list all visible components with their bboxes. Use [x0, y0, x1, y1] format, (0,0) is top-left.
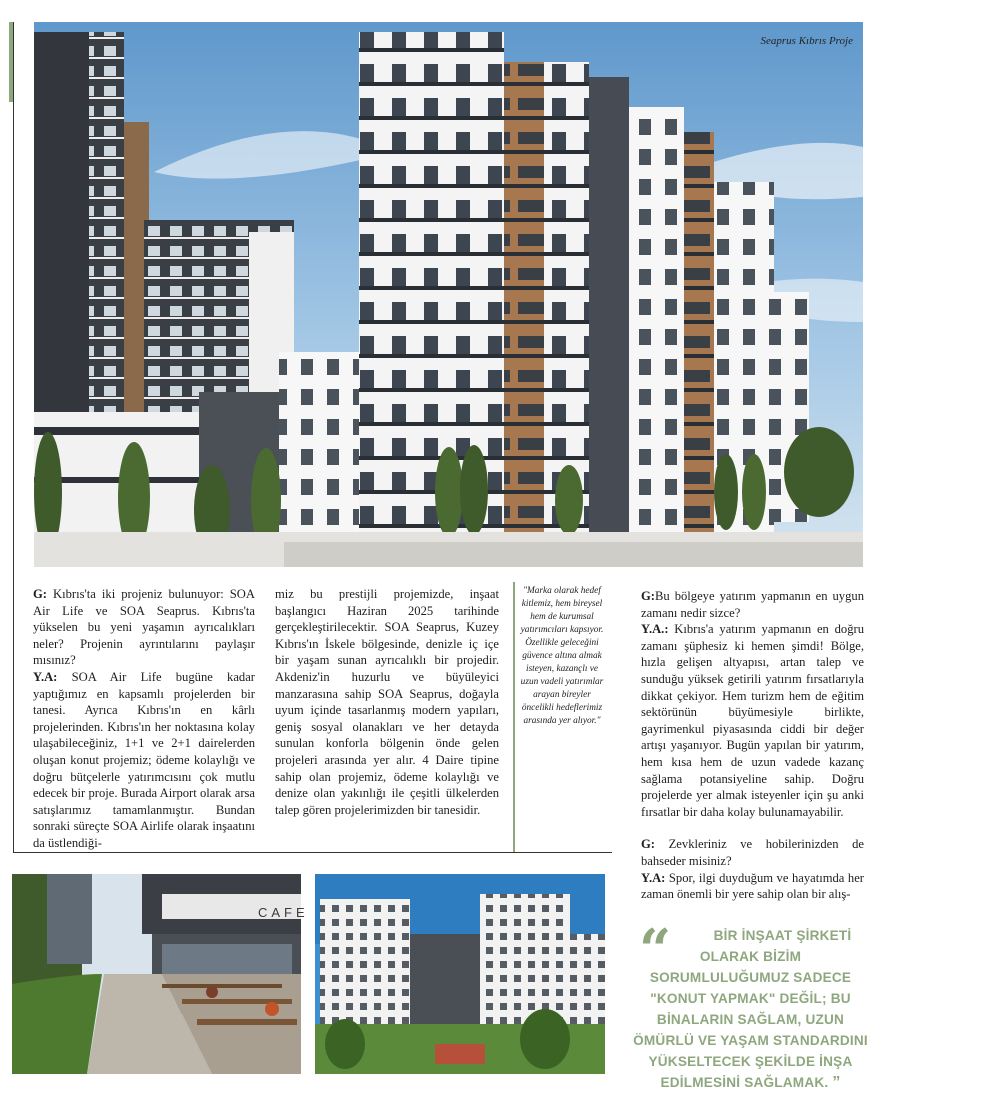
towers-photo — [315, 874, 605, 1074]
answer-label: Y.A.: — [641, 622, 669, 637]
article-column-3 — [641, 588, 864, 903]
hero-building-photo — [34, 22, 863, 567]
answer-paragraph — [641, 870, 864, 903]
pull-quote-body: BİR İNŞAAT ŞİRKETİ OLARAK BİZİM SORUMLULUĞUMUZ SADECE "KONUT YAPMAK" DEĞİL; BU BİNALARIN SAĞLAM, UZUN ÖMÜRLÜ VE YAŞAM STANDARDINI YÜKSELTECEK ŞEKİLDE İNŞA EDİLMESİNİ SAĞLAMAK. — [633, 928, 868, 1090]
answer-text: Kıbrıs'a yatırım yapmanın en doğru zamanı şüphesiz ki hemen şimdi! Bölge, hızla gelişen altyapısı, artan talep ve sunduğu yüksek getirili yatırım fırsatlarıyla dikkat çekiyor. Hem turizm hem de eğitim sektörünün büyümesiyle birlikte, gayrimenkul piyasasında ciddi bir değer artışı yaşanıyor. Bugün yapılan bir yatırım, hem kısa hem de uzun vadede kazanç sağlama potansiyeline sahip. Doğru projelerde yer almak isteyenler için şu anki fırsatlar bir daha kolay bulunamayabilir. — [641, 622, 864, 819]
article-column-1 — [33, 586, 255, 852]
question-paragraph — [641, 836, 864, 869]
hero-illustration — [34, 22, 863, 567]
question-text: Bu bölgeye yatırım yapmanın en uygun zamanı nedir sizce? — [641, 589, 864, 620]
open-quote-mark: “ — [639, 917, 672, 983]
towers-illustration — [315, 874, 605, 1074]
cafe-sign: CAFE — [258, 905, 309, 920]
answer-text: SOA Air Life bugüne kadar yaptığımız en kapsamlı projelerden bir tanesi. Ayrıca Kıbrıs'ın en kârlı projelerinden. Kıbrıs'ın her noktasına kolay ulaşabileceğiniz, 1+1 ve 2+1 dairelerden oluşan konut projemiz; ödeme kolaylığı ve doğru bütçelerle yatırımcısını çok mutlu edecek bir proje. Burada Airport olarak arsa satışlarımız tamamlanmıştır. Bundan sonraki süreçte SOA Airlife olarak inşaatını da üstlendiği- — [33, 669, 255, 850]
question-label: G: — [33, 587, 47, 601]
answer-label: Y.A: — [641, 870, 666, 885]
cafe-illustration — [12, 874, 301, 1074]
cafe-photo — [12, 874, 309, 1074]
answer-paragraph — [641, 621, 864, 820]
question-text: Zevkleriniz ve hobilerinizden de bahseder misiniz? — [641, 837, 864, 868]
question-paragraph — [33, 586, 255, 669]
pull-quote — [633, 917, 868, 1093]
question-label: G: — [641, 837, 655, 852]
body-paragraph: miz bu prestijli projemizde, inşaat başlangıcı Haziran 2025 tarihinde gerçekleştirilecektir. SOA Seaprus, Kuzey Kıbrıs'ın İskele bölgesinde, denizle iç içe bir yaşam sunan ayrıcalıklı bir projedir. Akdeniz'in huzurlu ve büyüleyici manzarasına sahip SOA Seaprus, doğayla uyum içinde tasarlanmış modern yapıları, geniş sosyal olanakları ve her detayda sunulan konforla bölgenin önde gelen projeleri arasında yer alır. 4 Daire tipine sahip olan projemiz, ödeme kolaylığı ve denize olan yakınlığı ile çeşitli ülkelerden talep gören projelerimizden bir tanesidir. — [275, 587, 499, 817]
article-column-2 — [275, 586, 499, 818]
side-quote: "Marka olarak hedef kitlemiz, hem bireysel hem de kurumsal yatırımcıları kapsıyor. Özellikle geleceğini güvence altına almak isteyen, kazançlı ve uzun vadeli yatırımlar arayan bireyler öncelikli hedeflerimiz arasında yer alıyor." — [520, 586, 604, 726]
answer-paragraph — [33, 669, 255, 852]
question-paragraph — [641, 588, 864, 621]
close-quote-mark: ” — [832, 1074, 841, 1091]
question-text: Kıbrıs'ta iki projeniz bulunuyor: SOA Air Life ve SOA Seaprus. Kıbrıs'ta yükselen bu yeni yaşamın ayrıcalıkları neler? Projenin ayrıntılarını paylaşır mısınız? — [33, 587, 255, 668]
quote-divider — [513, 582, 515, 852]
answer-label: Y.A: — [33, 669, 58, 684]
answer-text: Spor, ilgi duyduğum ve hayatımda her zaman önemli bir yere sahip olan bir alış- — [641, 870, 864, 902]
photo-caption: Seaprus Kıbrıs Proje — [760, 35, 853, 47]
question-label: G: — [641, 589, 655, 603]
